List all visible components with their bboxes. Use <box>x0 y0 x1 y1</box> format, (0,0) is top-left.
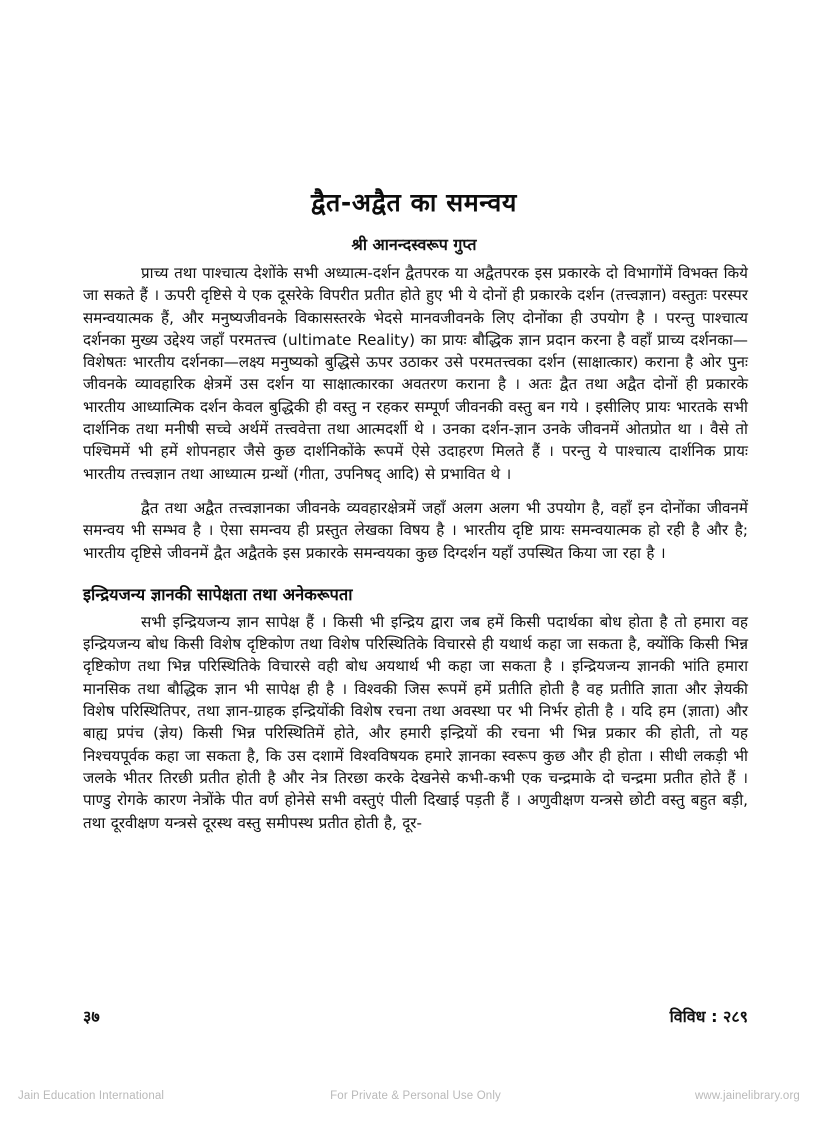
scan-usage-notice: For Private & Personal Use Only <box>330 1090 501 1102</box>
scan-website-url[interactable]: www.jainelibrary.org <box>694 1090 800 1102</box>
paragraph-1: प्राच्य तथा पाश्चात्य देशोंके सभी अध्यात्म-दर्शन द्वैतपरक या अद्वैतपरक इस प्रकारके दो विभागोंमें विभक्त किये जा सकते हैं । ऊपरी दृष्टिसे ये एक दूसरेके विपरीत प्रतीत होते हुए भी ये दोनों ही प्रकारके दर्शन (तत्त्वज्ञान) वस्तुतः परस्पर समन्वयात्मक हैं, और मनुष्यजीवनके विकासस्तरके भेदसे मानवजीवनके लिए दोनोंका ही उपयोग है । परन्तु पाश्चात्य दर्शनका मुख्य उद्देश्य जहाँ परमतत्त्व (ultimate Reality) का प्रायः बौद्धिक ज्ञान प्रदान करना है वहाँ प्राच्य दर्शनका—विशेषतः भारतीय दर्शनका—लक्ष्य मनुष्यको बुद्धिसे ऊपर उठाकर उसे परमतत्त्वका दर्शन (साक्षात्कार) कराना है ओर पुनः जीवनके व्यावहारिक क्षेत्रमें उस दर्शन या साक्षात्कारका अवतरण कराना है । अतः द्वैत तथा अद्वैत दोनों ही प्रकारके भारतीय आध्यात्मिक दर्शन केवल बुद्धिकी ही वस्तु न रहकर सम्पूर्ण जीवनकी वस्तु बन गये । इसीलिए प्रायः भारतके सभी दार्शनिक तथा मनीषी सच्चे अर्थमें तत्त्ववेत्ता तथा आत्मदर्शी थे । उनका दर्शन-ज्ञान उनके जीवनमें ओतप्रोत था । वैसे तो पश्चिममें भी हमें शोपनहार जैसे कुछ दार्शनिकोंके रूपमें ऐसे उदाहरण मिलते हैं । परन्तु ये पाश्चात्य दार्शनिक प्रायः भारतीय तत्त्वज्ञान तथा आध्यात्म ग्रन्थों (गीता, उपनिषद् आदि) से प्रभावित थे । <box>83 264 748 483</box>
article-byline: श्री आनन्दस्वरूप गुप्त <box>351 234 477 254</box>
top-margin <box>0 0 828 178</box>
title-block <box>0 178 828 256</box>
paragraph-2: द्वैत तथा अद्वैत तत्त्वज्ञानका जीवनके व्यवहारक्षेत्रमें जहाँ अलग अलग भी उपयोग है, वहाँ इन दोनोंका जीवनमें समन्वय भी सम्भव है । ऐसा समन्वय ही प्रस्तुत लेखका विषय है । भारतीय दृष्टि प्रायः समन्वयात्मक हो रही है और है; भारतीय दृष्टिसे जीवनमें द्वैत अद्वैतके इस प्रकारके समन्वयका कुछ दिग्दर्शन यहाँ उपस्थित किया जा रहा है । <box>83 498 748 562</box>
paragraph-3: सभी इन्द्रियजन्य ज्ञान सापेक्ष हैं । किसी भी इन्द्रिय द्वारा जब हमें किसी पदार्थका बोध होता है तो हमारा वह इन्द्रियजन्य बोध किसी विशेष दृष्टिकोण तथा विशेष परिस्थितिके विचारसे ही यथार्थ कहा जा सकता है, क्योंकि किसी भिन्न दृष्टिकोण तथा भिन्न परिस्थितिके विचारसे वही बोध अयथार्थ भी कहा जा सकता है । इन्द्रियजन्य ज्ञानकी भांति हमारा मानसिक तथा बौद्धिक ज्ञान भी सापेक्ष ही है । विश्वकी जिस रूपमें हमें प्रतीति होती है वह प्रतीति ज्ञाता और ज्ञेयकी विशेष परिस्थितिपर, तथा ज्ञान-ग्राहक इन्द्रियोंकी विशेष रचना तथा अवस्था पर भी निर्भर होती है । यदि हम (ज्ञाता) और बाह्य प्रपंच (ज्ञेय) किसी भिन्न परिस्थितिमें होते, और हमारी इन्द्रियों की रचना भी भिन्न प्रकार की होती, तो यह निश्चयपूर्वक कहा जा सकता है, कि उस दशामें विश्वविषयक हमारे ज्ञानका स्वरूप कुछ और ही होता । सीधी लकड़ी भी जलके भीतर तिरछी प्रतीत होती है और नेत्र तिरछा करके देखनेसे कभी-कभी एक चन्द्रमाके दो चन्द्रमा प्रतीत होते हैं । पाण्डु रोगके कारण नेत्रोंके पीत वर्ण होनेसे सभी वस्तुएं पीली दिखाई पड़ती हैं । अणुवीक्षण यन्त्रसे छोटी वस्तु बहुत बड़ी, तथा दूरवीक्षण यन्त्रसे दूरस्थ वस्तु समीपस्थ प्रतीत होती है, दूर- <box>83 612 748 832</box>
scan-source-label: Jain Education International <box>18 1090 165 1102</box>
footer-section-label-right: विविध : २८९ <box>669 1007 748 1026</box>
article-title: द्वैत-अद्वैत का समन्वय <box>311 188 517 217</box>
body-text-column <box>83 262 748 834</box>
page-footer <box>83 1005 748 1027</box>
section-heading: इन्द्रियजन्य ज्ञानकी सापेक्षता तथा अनेकरूपता <box>83 584 353 604</box>
footer-page-number-left: ३७ <box>83 1007 100 1026</box>
scan-watermark-bar <box>0 1090 828 1102</box>
